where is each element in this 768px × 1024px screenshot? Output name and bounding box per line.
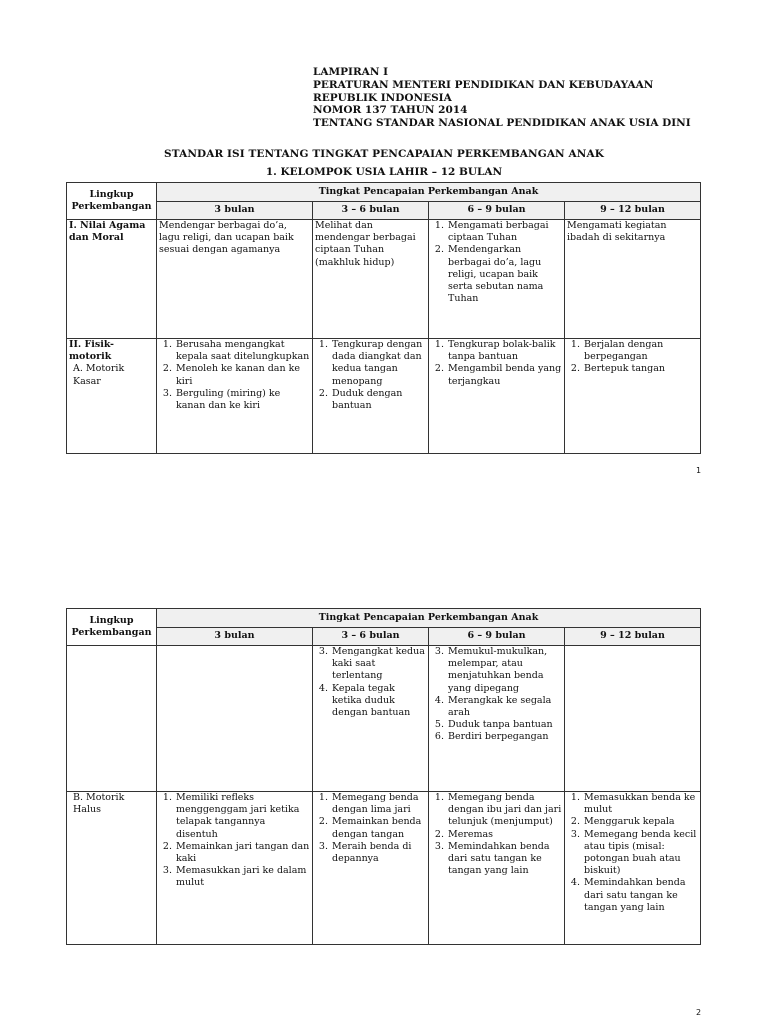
row-sublabel: A. Motorik Kasar xyxy=(73,363,125,387)
cell-text: Melihat dan mendengar berbagai ciptaan Tuhan (makhluk hidup) xyxy=(315,220,416,268)
cell-list xyxy=(159,792,310,890)
header-lingkup: Lingkup Perkembangan xyxy=(67,183,157,220)
list-item: 3. Memukul-mukulkan, melempar, atau menjatuhkan benda yang dipegang xyxy=(447,646,562,695)
cell-list xyxy=(315,339,426,412)
list-item: 3. Berguling (miring) ke kanan dan ke kiri xyxy=(175,388,310,412)
header-col-3-bulan: 3 bulan xyxy=(157,202,313,220)
list-item: 5. Duduk tanpa bantuan xyxy=(447,719,562,731)
list-item: 1. Mengamati berbagai ciptaan Tuhan xyxy=(447,220,562,244)
table-row xyxy=(67,339,701,454)
table-row xyxy=(67,220,701,339)
list-item: 1. Berusaha mengangkat kepala saat ditelungkupkan xyxy=(175,339,310,363)
row-label: I. Nilai Agama dan Moral xyxy=(67,220,157,339)
list-item: 2. Meremas xyxy=(447,829,562,841)
cell-list xyxy=(159,339,310,412)
list-item: 1. Tengkurap bolak-balik tanpa bantuan xyxy=(447,339,562,363)
list-item: 2. Bertepuk tangan xyxy=(583,363,698,375)
header-col-3-bulan: 3 bulan xyxy=(157,628,313,646)
list-item: 2. Duduk dengan bantuan xyxy=(331,388,426,412)
header-col-3-6-bulan: 3 – 6 bulan xyxy=(313,202,429,220)
cell-list xyxy=(431,220,562,305)
table-row xyxy=(67,792,701,945)
list-item: 1. Tengkurap dengan dada diangkat dan kedua tangan menopang xyxy=(331,339,426,388)
header-col-6-9-bulan: 6 – 9 bulan xyxy=(429,628,565,646)
list-item: 3. Memegang benda kecil atau tipis (misal: potongan buah atau biskuit) xyxy=(583,829,698,878)
list-item: 1. Memegang benda dengan lima jari xyxy=(331,792,426,816)
list-item: 3. Mengangkat kedua kaki saat terlentang xyxy=(331,646,426,683)
list-item: 3. Memindahkan benda dari satu tangan ke tangan yang lain xyxy=(447,841,562,878)
header-col-3-6-bulan: 3 – 6 bulan xyxy=(313,628,429,646)
header-col-6-9-bulan: 6 – 9 bulan xyxy=(429,202,565,220)
list-item: 2. Mengambil benda yang terjangkau xyxy=(447,363,562,387)
header-line: PERATURAN MENTERI PENDIDIKAN DAN KEBUDAYAAN xyxy=(313,78,654,91)
list-item: 2. Memainkan jari tangan dan kaki xyxy=(175,841,310,865)
list-item: 4. Memindahkan benda dari satu tangan ke tangan yang lain xyxy=(583,877,698,914)
page-number: 2 xyxy=(696,1008,702,1017)
list-item: 4. Kepala tegak ketika duduk dengan bantuan xyxy=(331,683,426,720)
list-item: 1. Memasukkan benda ke mulut xyxy=(583,792,698,816)
document-subtitle: 1. KELOMPOK USIA LAHIR – 12 BULAN xyxy=(265,166,503,178)
table-row xyxy=(67,646,701,792)
cell-text: Mendengar berbagai do’a, lagu religi, dan ucapan baik sesuai dengan agamanya xyxy=(159,220,294,256)
header-line: REPUBLIK INDONESIA xyxy=(313,91,452,104)
row-label: II. Fisik-motorik xyxy=(69,339,114,363)
header-line: TENTANG STANDAR NASIONAL PENDIDIKAN ANAK USIA DINI xyxy=(313,117,691,130)
cell-text: Mengamati kegiatan ibadah di sekitarnya xyxy=(567,220,667,244)
achievement-table-page-2 xyxy=(66,608,701,945)
cell-list xyxy=(431,646,562,744)
list-item: 3. Memasukkan jari ke dalam mulut xyxy=(175,865,310,889)
header-line: LAMPIRAN I xyxy=(313,66,388,78)
header-col-9-12-bulan: 9 – 12 bulan xyxy=(565,202,701,220)
list-item: 2. Menggaruk kepala xyxy=(583,816,698,828)
cell-list xyxy=(315,792,426,865)
header-col-9-12-bulan: 9 – 12 bulan xyxy=(565,628,701,646)
cell-list xyxy=(567,792,698,914)
header-line: NOMOR 137 TAHUN 2014 xyxy=(313,104,468,117)
cell-list xyxy=(567,339,698,376)
cell-list xyxy=(431,339,562,388)
list-item: 1. Memegang benda dengan ibu jari dan jari telunjuk (menjumput) xyxy=(447,792,562,829)
cell-list xyxy=(431,792,562,877)
list-item: 2. Memainkan benda dengan tangan xyxy=(331,816,426,840)
document-title: STANDAR ISI TENTANG TINGKAT PENCAPAIAN PERKEMBANGAN ANAK xyxy=(164,148,604,160)
list-item: 2. Mendengarkan berbagai do’a, lagu religi, ucapan baik serta sebutan nama Tuhan xyxy=(447,244,562,305)
achievement-table-page-1 xyxy=(66,182,701,454)
header-tingkat: Tingkat Pencapaian Perkembangan Anak xyxy=(157,183,701,202)
list-item: 6. Berdiri berpegangan xyxy=(447,731,562,743)
list-item: 1. Berjalan dengan berpegangan xyxy=(583,339,698,363)
list-item: 4. Merangkak ke segala arah xyxy=(447,695,562,719)
list-item: 1. Memiliki refleks menggenggam jari ketika telapak tangannya disentuh xyxy=(175,792,310,841)
header-tingkat: Tingkat Pencapaian Perkembangan Anak xyxy=(157,609,701,628)
list-item: 2. Menoleh ke kanan dan ke kiri xyxy=(175,363,310,387)
cell-list xyxy=(315,646,426,719)
page-number: 1 xyxy=(696,466,702,475)
header-lingkup: Lingkup Perkembangan xyxy=(67,609,157,646)
list-item: 3. Meraih benda di depannya xyxy=(331,841,426,865)
document-header xyxy=(313,66,691,130)
row-sublabel: B. Motorik Halus xyxy=(73,792,125,816)
